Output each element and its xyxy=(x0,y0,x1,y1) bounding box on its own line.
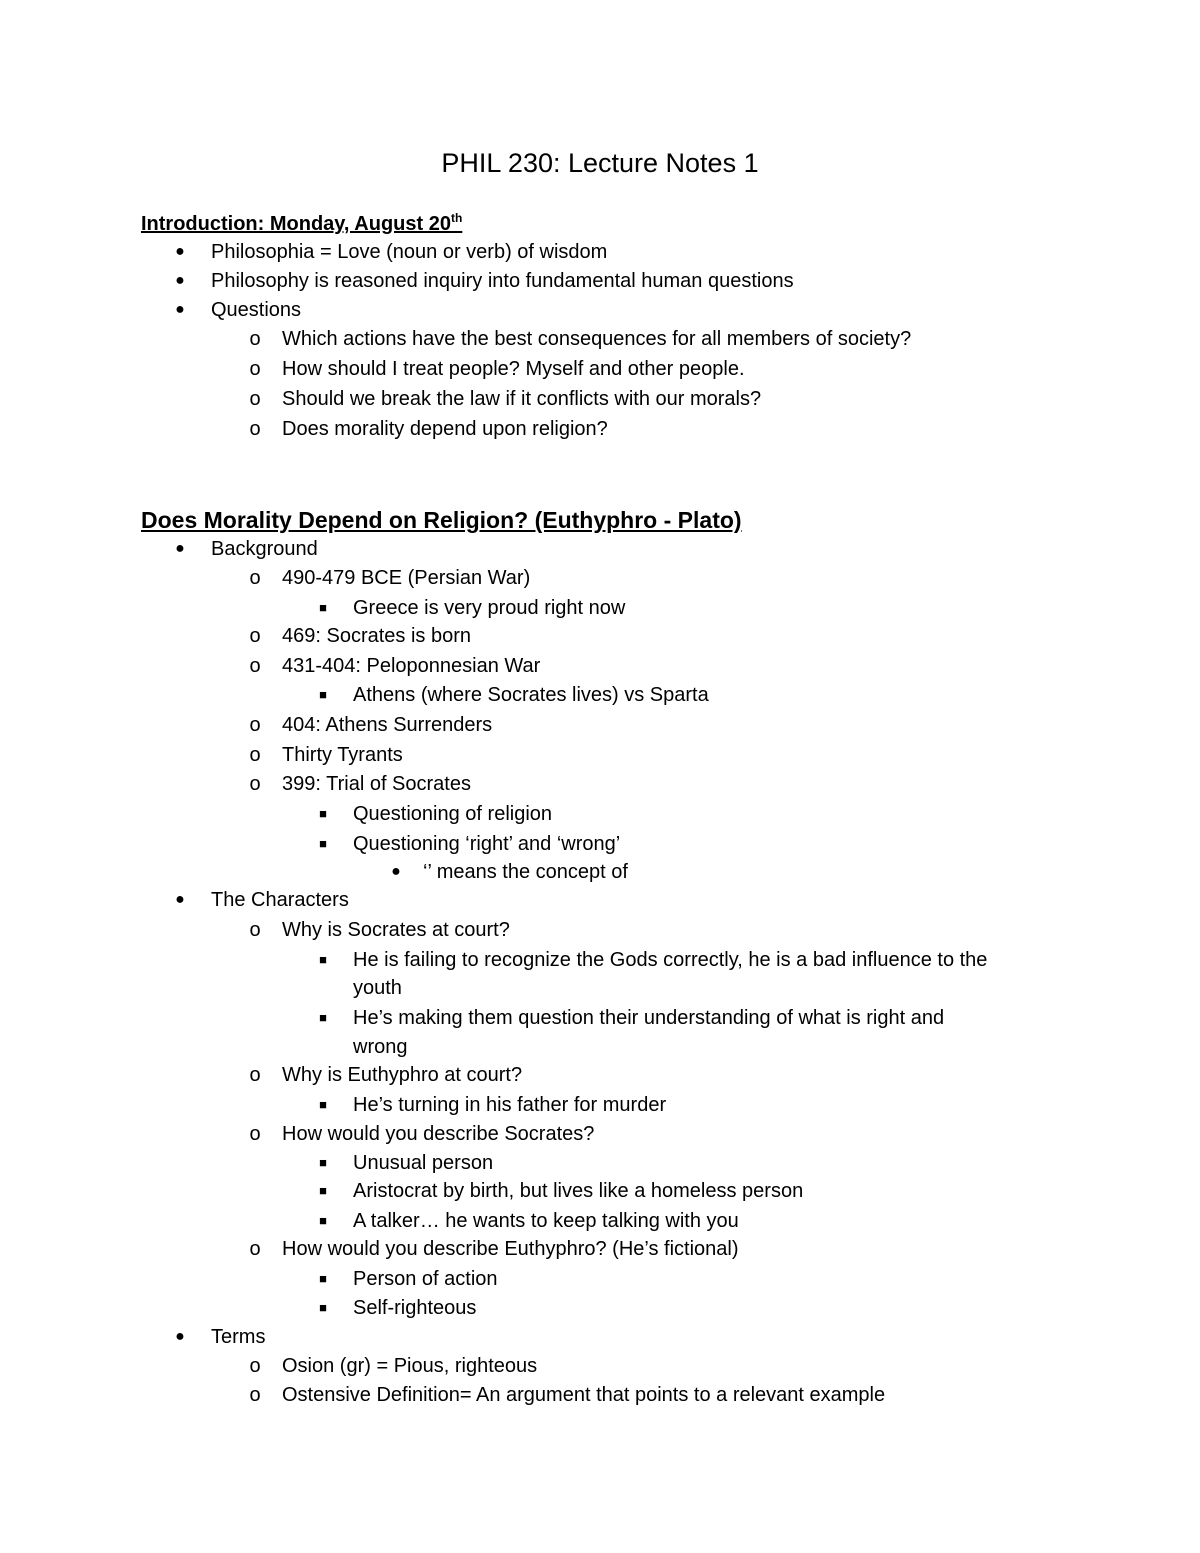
list-item-text: Unusual person xyxy=(353,1152,494,1174)
list-item-text: Thirty Tyrants xyxy=(282,744,403,766)
list-item-text: ‘’ means the concept of xyxy=(423,861,628,883)
bullet-marker: o xyxy=(249,625,261,647)
bullet-marker: ■ xyxy=(319,1097,327,1112)
list-item-text: He’s turning in his father for murder xyxy=(353,1094,667,1116)
list-item-text: How would you describe Socrates? xyxy=(282,1123,595,1145)
section-heading: Does Morality Depend on Religion? (Euthyphro - Plato) xyxy=(141,507,742,533)
list-item-text: Person of action xyxy=(353,1268,498,1290)
list-item-text: Does morality depend upon religion? xyxy=(282,418,608,440)
bullet-marker: o xyxy=(249,1064,261,1086)
bullet-marker: ● xyxy=(391,863,401,880)
list-item-text: Philosophy is reasoned inquiry into fundamental human questions xyxy=(211,270,794,292)
list-item-text: How would you describe Euthyphro? (He’s fictional) xyxy=(282,1238,739,1260)
bullet-marker: ● xyxy=(175,891,185,908)
bullet-marker: ■ xyxy=(319,1010,327,1025)
list-item-text: 469: Socrates is born xyxy=(282,625,471,647)
bullet-marker: ■ xyxy=(319,952,327,967)
bullet-marker: ■ xyxy=(319,1213,327,1228)
bullet-marker: ■ xyxy=(319,1300,327,1315)
bullet-marker: ● xyxy=(175,301,185,318)
bullet-marker: o xyxy=(249,388,261,410)
bullet-marker: ■ xyxy=(319,687,327,702)
list-item-text: Why is Euthyphro at court? xyxy=(282,1064,523,1086)
list-item-text: Questioning of religion xyxy=(353,803,553,825)
list-item-text: Should we break the law if it conflicts with our morals? xyxy=(282,388,762,410)
bullet-marker: ■ xyxy=(319,600,327,615)
bullet-marker: o xyxy=(249,567,261,589)
list-item-text: Philosophia = Love (noun or verb) of wisdom xyxy=(211,241,608,263)
list-item-text: Aristocrat by birth, but lives like a homeless person xyxy=(353,1180,804,1202)
bullet-marker: ● xyxy=(175,272,185,289)
intro-heading-text: Introduction: Monday, August 20 xyxy=(141,213,451,235)
bullet-marker: ■ xyxy=(319,1183,327,1198)
list-item-text: Self-righteous xyxy=(353,1297,477,1319)
bullet-marker: o xyxy=(249,358,261,380)
bullet-marker: ■ xyxy=(319,1155,327,1170)
list-item-text: Ostensive Definition= An argument that points to a relevant example xyxy=(282,1384,886,1406)
bullet-marker: ● xyxy=(175,243,185,260)
bullet-marker: o xyxy=(249,714,261,736)
bullet-marker: ■ xyxy=(319,836,327,851)
bullet-marker: o xyxy=(249,744,261,766)
bullet-marker: o xyxy=(249,418,261,440)
list-item-text: 490-479 BCE (Persian War) xyxy=(282,567,531,589)
list-item-text: How should I treat people? Myself and other people. xyxy=(282,358,745,380)
list-item-text: 431-404: Peloponnesian War xyxy=(282,655,541,677)
bullet-marker: ■ xyxy=(319,806,327,821)
list-item-text: Greece is very proud right now xyxy=(353,597,626,619)
list-item-text: Osion (gr) = Pious, righteous xyxy=(282,1355,538,1377)
bullet-marker: o xyxy=(249,919,261,941)
bullet-marker: ● xyxy=(175,540,185,557)
list-item-text: Which actions have the best consequences for all members of society? xyxy=(282,328,912,350)
bullet-marker: o xyxy=(249,1238,261,1260)
list-item-text: Athens (where Socrates lives) vs Sparta xyxy=(353,684,709,706)
bullet-marker: ■ xyxy=(319,1271,327,1286)
bullet-marker: o xyxy=(249,773,261,795)
bullet-marker: o xyxy=(249,328,261,350)
bullet-marker: o xyxy=(249,1355,261,1377)
list-item-text: Questions xyxy=(211,299,302,321)
list-item-text: wrong xyxy=(353,1036,408,1058)
list-item-text: Why is Socrates at court? xyxy=(282,919,510,941)
list-item-text: Background xyxy=(211,538,318,560)
bullet-marker: o xyxy=(249,1384,261,1406)
intro-heading xyxy=(141,211,462,237)
list-item-text: Terms xyxy=(211,1326,266,1348)
list-item-text: He is failing to recognize the Gods correctly, he is a bad influence to the xyxy=(353,949,988,971)
page-title: PHIL 230: Lecture Notes 1 xyxy=(441,148,759,178)
list-item-text: youth xyxy=(353,977,402,999)
list-item-text: A talker… he wants to keep talking with you xyxy=(353,1210,739,1232)
bullet-marker: o xyxy=(249,1123,261,1145)
bullet-marker: o xyxy=(249,655,261,677)
bullet-marker: ● xyxy=(175,1328,185,1345)
list-item-text: 404: Athens Surrenders xyxy=(282,714,493,736)
list-item-text: The Characters xyxy=(211,889,349,911)
list-item-text: 399: Trial of Socrates xyxy=(282,773,471,795)
intro-heading-superscript: th xyxy=(450,211,463,225)
list-item-text: He’s making them question their understanding of what is right and xyxy=(353,1007,945,1029)
list-item-text: Questioning ‘right’ and ‘wrong’ xyxy=(353,833,621,855)
